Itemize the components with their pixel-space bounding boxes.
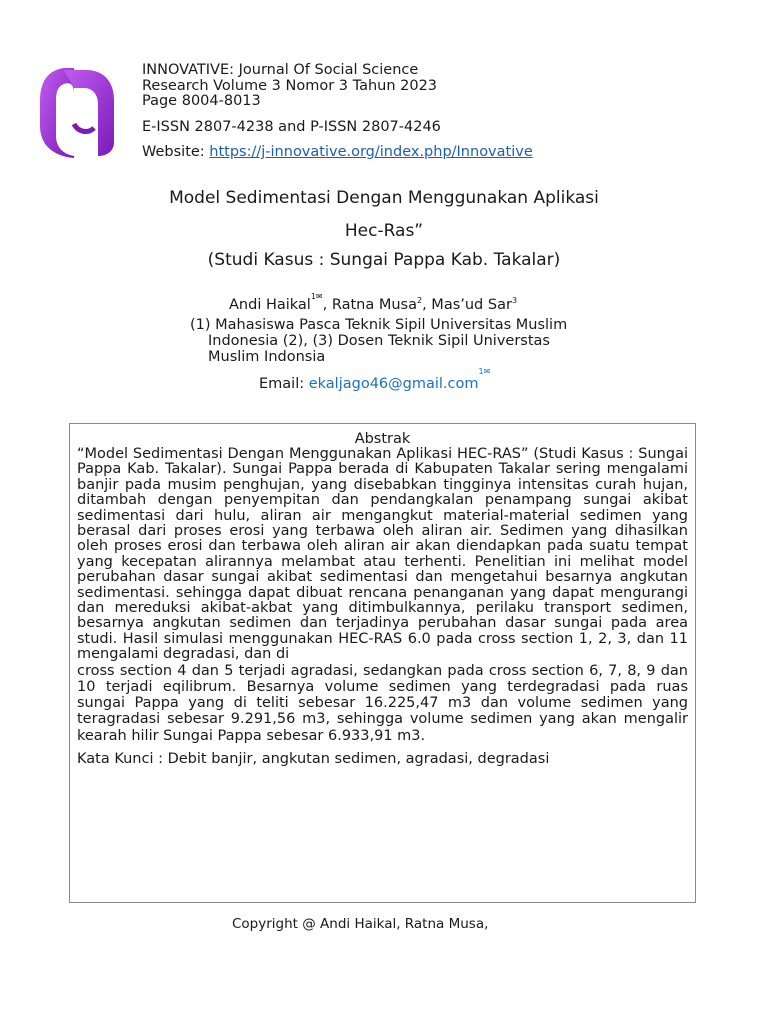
paper-title-line-2: Hec-Ras”	[344, 221, 424, 241]
affiliation-line: (1) Mahasiswa Pasca Teknik Sipil Universitas Muslim	[190, 317, 568, 333]
website-line	[142, 144, 533, 160]
author-name: , Mas’ud Sar	[422, 296, 512, 313]
journal-volume: Research Volume 3 Nomor 3 Tahun 2023	[142, 77, 438, 94]
abstract-body: “Model Sedimentasi Dengan Menggunakan Aplikasi HEC-RAS” (Studi Kasus : Sungai Pappa Kab. Takalar). Sungai Pappa berada di Kabupaten Takalar sering mengalami banjir pada musim penghujan, yang disebabkan tingginya intensitas curah hujan, ditambah dengan penyempitan dan pendangkalan penampang sungai akibat sedimentasi dari hulu, aliran air mengangkut material-material sedimen yang berasal dari proses erosi yang terbawa oleh aliran air. Sedimen yang dihasilkan oleh proses erosi dan terbawa oleh aliran air akan diendapkan pada suatu tempat yang kecepatan alirannya melambat atau terhenti. Penelitian ini melihat model perubahan dasar sungai akibat sedimentasi dan mengetahui besarnya angkutan sedimentasi. sehingga dapat dibuat rencana penanganan yang dapat mengurangi dan mereduksi akibat-akbat yang ditimbulkannya, perilaku transport sedimen, besarnya angkutan sedimen dan terjadinya perubahan dasar sungai pada area studi. Hasil simulasi menggunakan HEC-RAS 6.0 pada cross section 1, 2, 3, dan 11 mengalami degradasi, dan di	[77, 446, 688, 663]
email-address[interactable]: ekaljago46@gmail.com	[308, 375, 479, 392]
email-superscript: 1✉	[478, 367, 491, 376]
email-line	[259, 367, 491, 392]
author-superscript: 3	[511, 296, 518, 305]
author-superscript: 2	[417, 296, 423, 305]
innovative-logo-icon	[34, 64, 120, 160]
author-name: , Ratna Musa	[322, 296, 417, 313]
affiliation	[190, 317, 620, 365]
affiliation-line: Muslim Indonsia	[208, 349, 326, 365]
keywords: Kata Kunci : Debit banjir, angkutan sedimen, agradasi, degradasi	[77, 750, 550, 767]
journal-name: INNOVATIVE: Journal Of Social Science	[142, 62, 419, 78]
abstract-box	[69, 423, 696, 903]
abstract-body-continued: cross section 4 dan 5 terjadi agradasi, sedangkan pada cross section 6, 7, 8, 9 dan 10 terjadi eqilibrum. Besarnya volume sedimen yang terdegradasi pada ruas sungai Pappa yang di teliti sebesar 16.225,47 m3 dan volume sedimen yang teragradasi sebesar 9.291,56 m3, sehingga volume sedimen yang akan mengalir kearah hilir Sungai Pappa sebesar 6.933,91 m3.	[77, 662, 688, 744]
email-label: Email:	[259, 375, 305, 392]
issn-line: E-ISSN 2807-4238 and P-ISSN 2807-4246	[142, 119, 441, 135]
journal-info	[142, 63, 437, 110]
author-list	[229, 292, 518, 313]
paper-subtitle: (Studi Kasus : Sungai Pappa Kab. Takalar)	[207, 250, 561, 270]
affiliation-line: Indonesia (2), (3) Dosen Teknik Sipil Universtas	[208, 333, 550, 349]
author-name: Andi Haikal	[229, 296, 311, 313]
journal-pages: Page 8004-8013	[142, 93, 261, 109]
website-link[interactable]: https://j-innovative.org/index.php/Innovative	[209, 144, 533, 160]
paper-title-line-1: Model Sedimentasi Dengan Menggunakan Aplikasi	[169, 188, 599, 208]
copyright-footer: Copyright @ Andi Haikal, Ratna Musa,	[232, 916, 489, 932]
website-label: Website:	[142, 144, 205, 160]
abstract-heading: Abstrak	[354, 431, 411, 447]
author-superscript: 1✉	[310, 292, 323, 301]
